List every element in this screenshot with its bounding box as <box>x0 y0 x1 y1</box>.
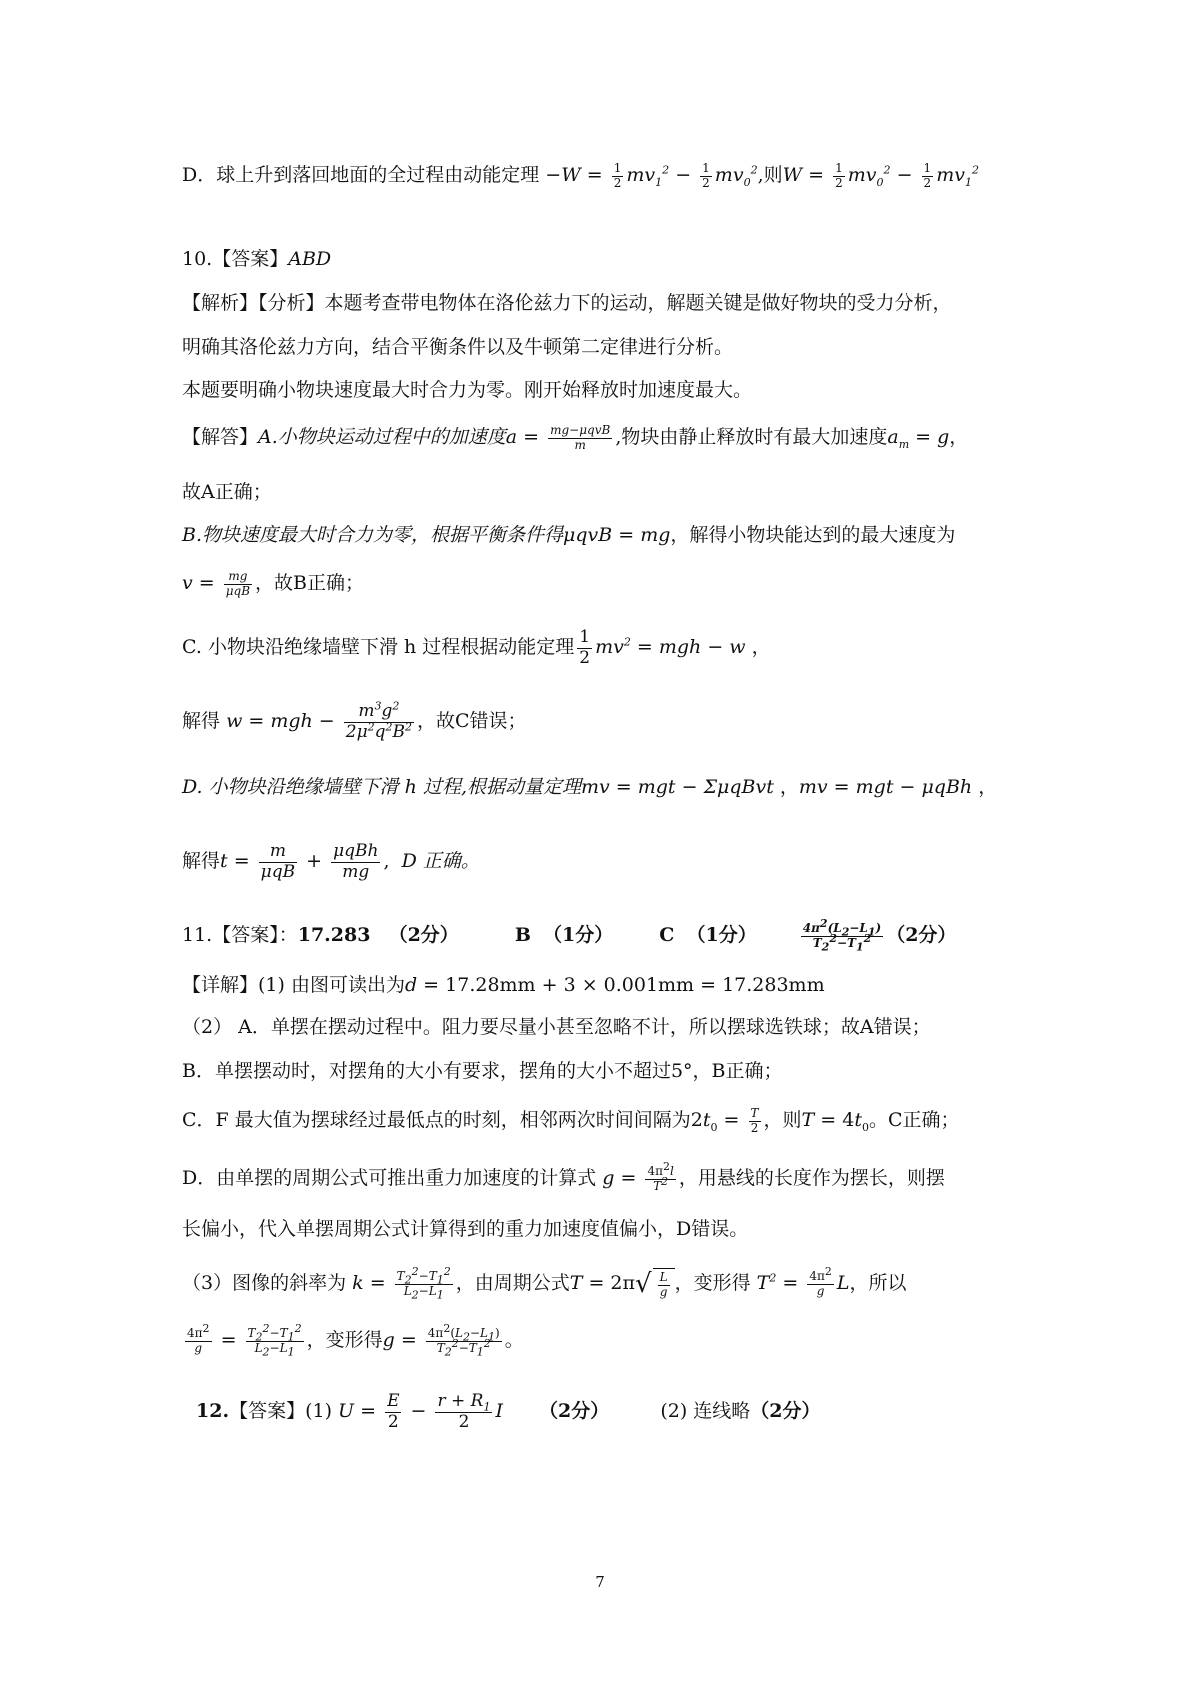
q10-solution-b-result: v = $\frac{mg}{\text{μqB}}$ ，故B正确； <box>182 568 365 598</box>
q11-heading: 11.【答案】：17.283 （2分） B （1分） C （1分） $\frac{4\pi^2(L_2-L_1)}{T_2^2-T_1^2}$ （2分） <box>182 916 957 953</box>
q10-solution-c-result: 解得 w = mgh − $\frac{m^3g^2}{2\mu^2q^2B^2}$ ，故C错误； <box>182 699 527 742</box>
q11-detail-1: 【详解】(1) 由图可读出为d = 17.28mm + 3 × 0.001mm = 17.283mm <box>182 974 825 996</box>
q11-p2-b: B．单摆摆动时，对摆角的大小有要求，摆角的大小不超过5°，B正确； <box>182 1060 783 1082</box>
q11-answer-4: $\frac{4\pi^2(L_2-L_1)}{T_2^2-T_1^2}$ <box>802 916 882 953</box>
q10-number: 10. <box>182 248 213 270</box>
q11-p2-d-cont: 长偏小，代入单摆周期公式计算得到的重力加速度值偏小，D错误。 <box>182 1218 749 1240</box>
q11-answer-1: 17.283 <box>297 924 371 946</box>
q10-answer: ABD <box>288 248 332 270</box>
q11-answer-3: C <box>659 924 675 946</box>
item-d-kinetic-energy: D．球上升到落回地面的全过程由动能定理 −W = $\frac{1}{2}$ $mv_1^2$ − $\frac{1}{2}$ $mv_0^2$,则W = $\frac{1}{2}$ $mv_0^2$ − $\frac{1}{2}$ $mv_1^2$ <box>182 160 979 190</box>
q10-solution-c: C. 小物块沿绝缘墙壁下滑 h 过程根据动能定理 $\frac{1}{2}$ $mv^2$ = mgh − w ， <box>182 627 771 668</box>
item-d-lead: D．球上升到落回地面的全过程由动能定理 <box>182 164 540 186</box>
q10-solution-d: D. 小物块沿绝缘墙壁下滑 h 过程,根据动量定理mv = mgt − ΣμqBvt ，mv = mgt − μqBh ， <box>182 776 998 798</box>
q11-p2-c: C．F 最大值为摆球经过最低点的时刻，相邻两次时间间隔为$2t_0$ = $\frac{T}{2}$ ，则$T = 4t_0$。C正确； <box>182 1105 960 1135</box>
q10-analysis-3: 本题要明确小物块速度最大时合力为零。刚开始释放时加速度最大。 <box>182 379 753 401</box>
q10-label: 【答案】 <box>212 248 289 270</box>
q10-solution-d-result: 解得t = $\frac{m}{\text{μqB}}$ + $\frac{\text{μqBh}}{mg}$ , D 正确。 <box>182 841 480 882</box>
q10-analysis-2: 明确其洛伦兹力方向，结合平衡条件以及牛顿第二定律进行分析。 <box>182 336 734 358</box>
q10-analysis-1: 【解析】【分析】本题考查带电物体在洛伦兹力下的运动，解题关键是做好物块的受力分析， <box>182 292 952 314</box>
item-d-sep: ,则 <box>757 164 783 186</box>
q10-solution-a-conclusion: 故A正确； <box>182 481 272 503</box>
formula-w: −W = <box>545 164 609 186</box>
q10-heading <box>182 244 331 274</box>
q10-solution-a: 【解答】A.小物块运动过程中的加速度a = $\frac{\text{mg−μqvB}}{m}$ ,物块由静止释放时有最大加速度$a_m = g$， <box>182 422 969 452</box>
page-number: 7 <box>595 1573 605 1591</box>
q12-answer: 12.【答案】(1) U = $\frac{E}{2}$ − $\frac{r + R_1}{2}$ I （2分） (2) 连线略（2分） <box>196 1391 821 1432</box>
q11-p3-b: $\frac{4\pi^2}{g}$ = $\frac{T_2^2-T_1^2}{L_2-L_1}$ ，变形得g = $\frac{4\pi^2(L_2-L_1)}{T_2^2-T_1^2}$ 。 <box>187 1321 524 1358</box>
q11-p2-a: （2） A．单摆在摆动过程中。阻力要尽量小甚至忽略不计，所以摆球选铁球；故A错误； <box>182 1016 931 1038</box>
q11-p3-a: （3）图像的斜率为 k = $\frac{T_2^2-T_1^2}{L_2-L_1}$ ，由周期公式T = 2π√ $\frac{L}{g}$ ，变形得 $T^2$ = $\frac{4\pi^2}{g}$ L，所以 <box>182 1264 907 1301</box>
q11-p2-d: D．由单摆的周期公式可推出重力加速度的计算式 g = $\frac{4\pi^2l}{T^2}$ ，用悬线的长度作为摆长，则摆 <box>182 1159 945 1193</box>
q11-answer-2: B <box>514 924 531 946</box>
q10-solution-b: B.物块速度最大时合力为零，根据平衡条件得μqvB = mg，解得小物块能达到的最大速度为 <box>182 524 956 546</box>
